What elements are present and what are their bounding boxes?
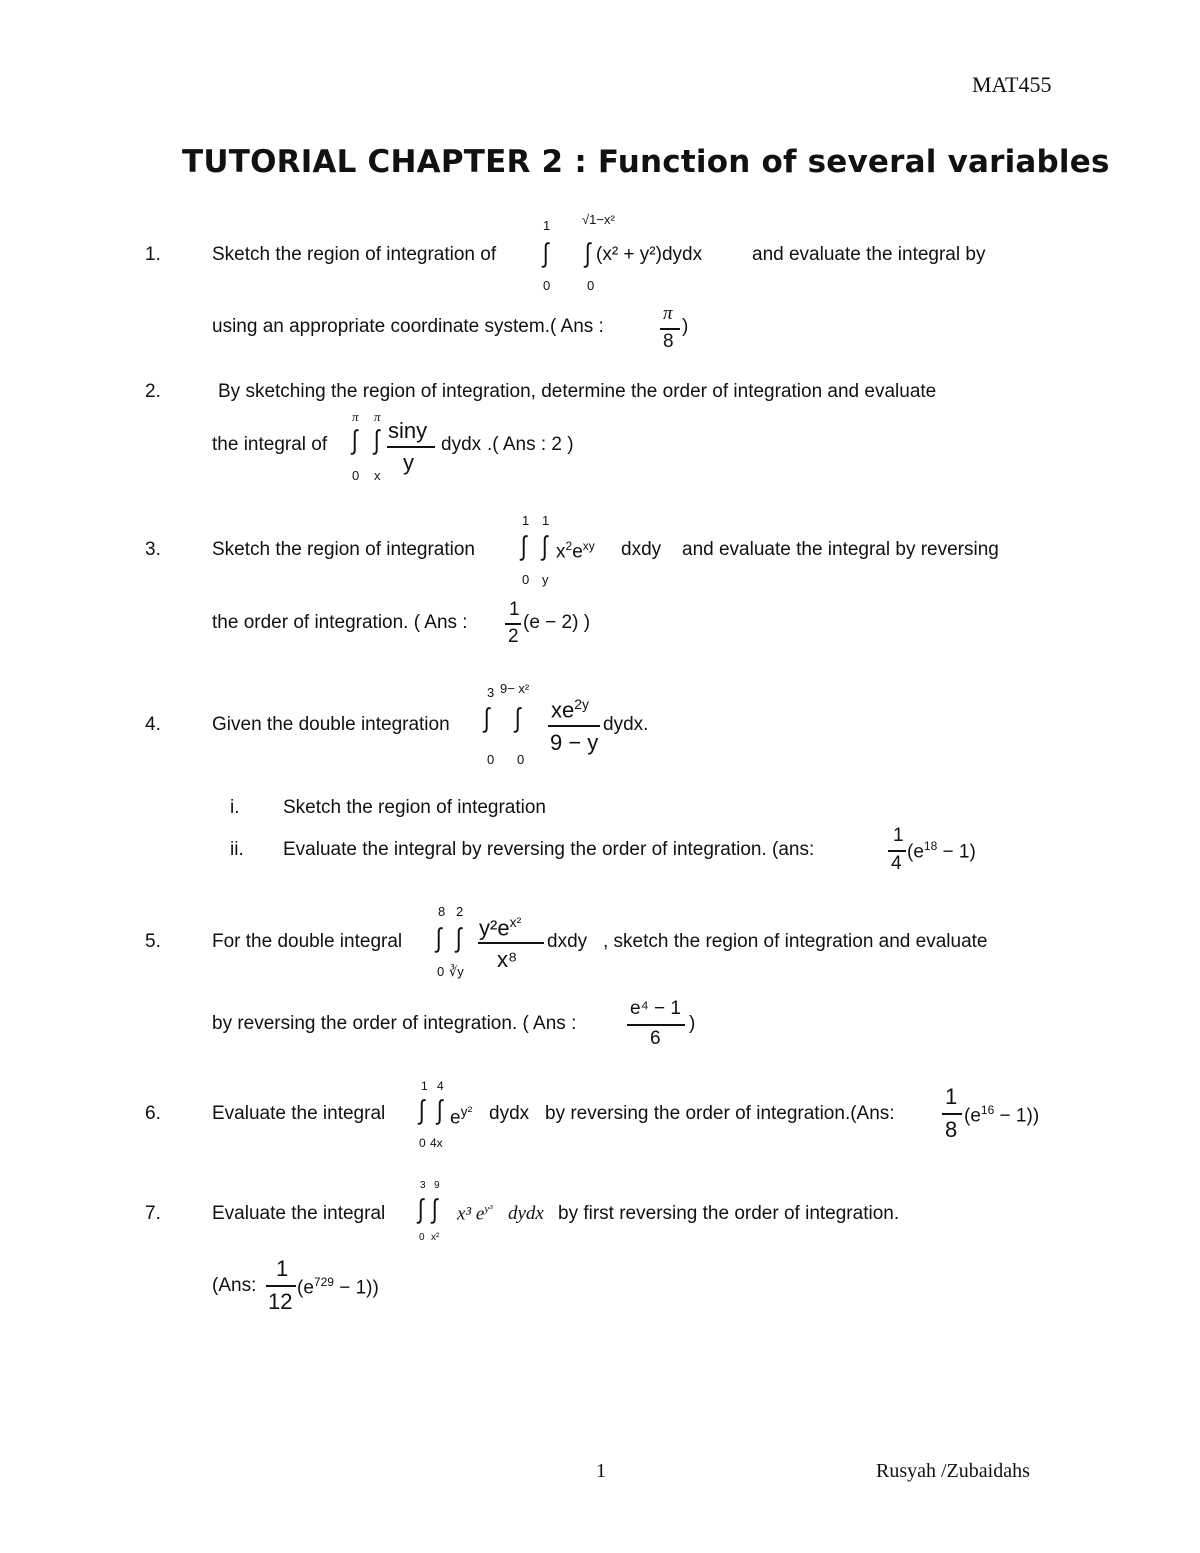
integral-sign: ∫ xyxy=(483,703,490,733)
question-text: By sketching the region of integration, determine the order of integration and evaluate xyxy=(218,381,937,402)
integral-sign: ∫ xyxy=(514,703,521,733)
fraction-denominator: 4 xyxy=(891,853,902,874)
integrand xyxy=(457,1203,493,1225)
question-text: by reversing the order of integration.(Ans: xyxy=(545,1103,895,1124)
integral-sign: ∫ xyxy=(351,425,358,455)
question-text: For the double integral xyxy=(212,931,403,952)
fraction-denominator: 12 xyxy=(268,1289,293,1314)
fraction-bar xyxy=(627,1024,685,1026)
question-text: the integral of xyxy=(212,434,328,455)
question-text: Evaluate the integral xyxy=(212,1103,386,1124)
inner-lower-limit: 0 xyxy=(517,752,525,767)
question-text: (Ans: xyxy=(212,1275,257,1296)
inner-lower-limit: y xyxy=(542,572,549,587)
integrand-denominator: 9 − y xyxy=(550,730,599,755)
sub-item-label: i. xyxy=(230,797,240,818)
numerator-base: y²e xyxy=(479,915,510,941)
outer-lower-limit: 0 xyxy=(419,1136,426,1150)
integral-sign: ∫ xyxy=(584,238,591,268)
differential: dydx. xyxy=(603,714,649,735)
integrand-base: x³ e xyxy=(457,1203,485,1225)
question-text: the order of integration. ( Ans : xyxy=(212,612,468,633)
fraction-numerator: 1 xyxy=(893,825,904,846)
question-number: 6. xyxy=(145,1103,161,1124)
answer-text xyxy=(297,1275,379,1299)
fraction-bar xyxy=(660,328,680,330)
fraction-denominator: 8 xyxy=(945,1117,958,1142)
inner-lower-limit: 0 xyxy=(587,278,595,293)
page-number: 1 xyxy=(596,1460,606,1482)
inner-upper-limit: √1−x² xyxy=(582,212,615,227)
question-number: 4. xyxy=(145,714,161,735)
fraction-bar xyxy=(942,1113,962,1115)
answer-text: .( Ans : 2 ) xyxy=(487,434,574,455)
fraction-denominator: 8 xyxy=(663,331,674,352)
sub-item-text: Sketch the region of integration xyxy=(283,797,547,818)
inner-upper-limit: 4 xyxy=(437,1079,444,1093)
integrand-numerator xyxy=(551,696,589,723)
outer-upper-limit: 1 xyxy=(522,513,530,528)
fraction-numerator: e⁴ − 1 xyxy=(630,998,681,1019)
answer-text xyxy=(907,839,976,863)
integrand-exponent: 2 xyxy=(565,539,573,553)
question-text: and evaluate the integral by xyxy=(752,244,986,265)
inner-upper-limit: 2 xyxy=(456,904,464,919)
differential: dxdy xyxy=(621,539,662,560)
fraction-bar xyxy=(478,942,544,944)
integrand-exponent: y² xyxy=(460,1103,473,1119)
question-text: by reversing the order of integration. ( Ans : xyxy=(212,1013,577,1034)
fraction-bar xyxy=(505,623,521,625)
question-text: Given the double integration xyxy=(212,714,450,735)
closing-paren: ) xyxy=(689,1013,696,1034)
inner-upper-limit: π xyxy=(374,409,381,424)
fraction-denominator: 6 xyxy=(650,1028,661,1049)
fraction-denominator: 2 xyxy=(508,626,519,647)
integral-sign: ∫ xyxy=(435,923,442,953)
answer-end: − 1)) xyxy=(999,1105,1040,1127)
fraction-bar xyxy=(888,850,906,852)
question-text: using an appropriate coordinate system.( Ans : xyxy=(212,316,604,337)
answer-text xyxy=(964,1103,1039,1127)
integral-sign: ∫ xyxy=(455,923,462,953)
fraction-numerator: π xyxy=(663,303,673,324)
integral-sign: ∫ xyxy=(542,238,549,268)
page-title: TUTORIAL CHAPTER 2 : Function of several variables xyxy=(182,144,1110,180)
integrand-base: x xyxy=(556,541,566,563)
question-number: 5. xyxy=(145,931,161,952)
integrand xyxy=(556,539,595,563)
integrand-numerator: siny xyxy=(388,418,428,443)
outer-lower-limit: 0 xyxy=(487,752,495,767)
question-number: 2. xyxy=(145,381,161,402)
question-text: Sketch the region of integration of xyxy=(212,244,497,265)
outer-upper-limit: 3 xyxy=(487,685,495,700)
sub-item-label: ii. xyxy=(230,839,244,860)
outer-lower-limit: 0 xyxy=(437,964,445,979)
question-number: 7. xyxy=(145,1203,161,1224)
differential: dydx xyxy=(441,434,482,455)
inner-lower-limit: x xyxy=(374,468,381,483)
fraction-numerator: 1 xyxy=(509,599,520,620)
integrand-exponent: y³ xyxy=(484,1203,493,1215)
answer-exponent: 18 xyxy=(923,839,938,853)
integrand-denominator: y xyxy=(403,450,414,475)
integral-sign: ∫ xyxy=(418,1095,425,1125)
question-text: Sketch the region of integration xyxy=(212,539,476,560)
inner-upper-limit: 1 xyxy=(542,513,550,528)
numerator-exponent: x² xyxy=(509,914,522,930)
integrand-exponent: xy xyxy=(582,539,595,553)
answer-base: (e xyxy=(907,841,924,863)
answer-exponent: 16 xyxy=(980,1103,995,1117)
inner-lower-limit: ∛y xyxy=(449,964,464,979)
integrand: (x² + y²)dydx xyxy=(596,244,703,265)
question-text: Evaluate the integral xyxy=(212,1203,386,1224)
integral-sign: ∫ xyxy=(520,531,527,561)
fraction-bar xyxy=(548,725,600,727)
inner-lower-limit: 4x xyxy=(430,1136,443,1150)
authors: Rusyah /Zubaidahs xyxy=(876,1460,1030,1482)
outer-upper-limit: 8 xyxy=(438,904,446,919)
outer-upper-limit: 1 xyxy=(543,218,551,233)
answer-exponent: 729 xyxy=(313,1275,334,1289)
answer-end: − 1)) xyxy=(339,1277,379,1299)
integrand-base: e xyxy=(450,1107,461,1129)
question-text: and evaluate the integral by reversing xyxy=(682,539,999,560)
differential: dydx xyxy=(508,1203,544,1224)
answer-text: (e − 2) ) xyxy=(523,612,591,633)
outer-lower-limit: 0 xyxy=(522,572,530,587)
outer-upper-limit: 1 xyxy=(421,1079,428,1093)
integral-sign: ∫ xyxy=(541,531,548,561)
answer-base: (e xyxy=(964,1105,981,1127)
course-code: MAT455 xyxy=(972,72,1052,97)
inner-upper-limit: 9− x² xyxy=(500,681,530,696)
integrand-denominator: x⁸ xyxy=(497,947,518,972)
fraction-numerator: 1 xyxy=(276,1256,289,1281)
outer-upper-limit: π xyxy=(352,409,359,424)
question-text: , sketch the region of integration and evaluate xyxy=(603,931,988,952)
fraction-bar xyxy=(387,446,435,448)
integral-sign: ∫ xyxy=(431,1194,438,1224)
fraction-bar xyxy=(266,1285,296,1287)
question-number: 3. xyxy=(145,539,161,560)
integrand-numerator xyxy=(479,914,521,941)
numerator-base: xe xyxy=(551,697,575,723)
inner-upper-limit: 9 xyxy=(434,1180,440,1191)
answer-base: (e xyxy=(297,1277,314,1299)
differential: dxdy xyxy=(547,931,588,952)
outer-lower-limit: 0 xyxy=(419,1232,425,1243)
fraction-numerator: 1 xyxy=(945,1084,958,1109)
outer-upper-limit: 3 xyxy=(420,1180,426,1191)
integrand xyxy=(450,1103,472,1129)
integrand-base: e xyxy=(572,541,583,563)
outer-lower-limit: 0 xyxy=(352,468,360,483)
question-text: by first reversing the order of integration. xyxy=(558,1203,900,1224)
sub-item-text: Evaluate the integral by reversing the order of integration. (ans: xyxy=(283,839,815,860)
closing-paren: ) xyxy=(682,316,689,337)
differential: dydx xyxy=(489,1103,530,1124)
numerator-exponent: 2y xyxy=(574,696,590,712)
question-number: 1. xyxy=(145,244,161,265)
answer-end: − 1) xyxy=(942,841,976,863)
integral-sign: ∫ xyxy=(373,425,380,455)
integral-sign: ∫ xyxy=(417,1194,424,1224)
outer-lower-limit: 0 xyxy=(543,278,551,293)
integral-sign: ∫ xyxy=(436,1095,443,1125)
inner-lower-limit: x² xyxy=(431,1232,440,1243)
